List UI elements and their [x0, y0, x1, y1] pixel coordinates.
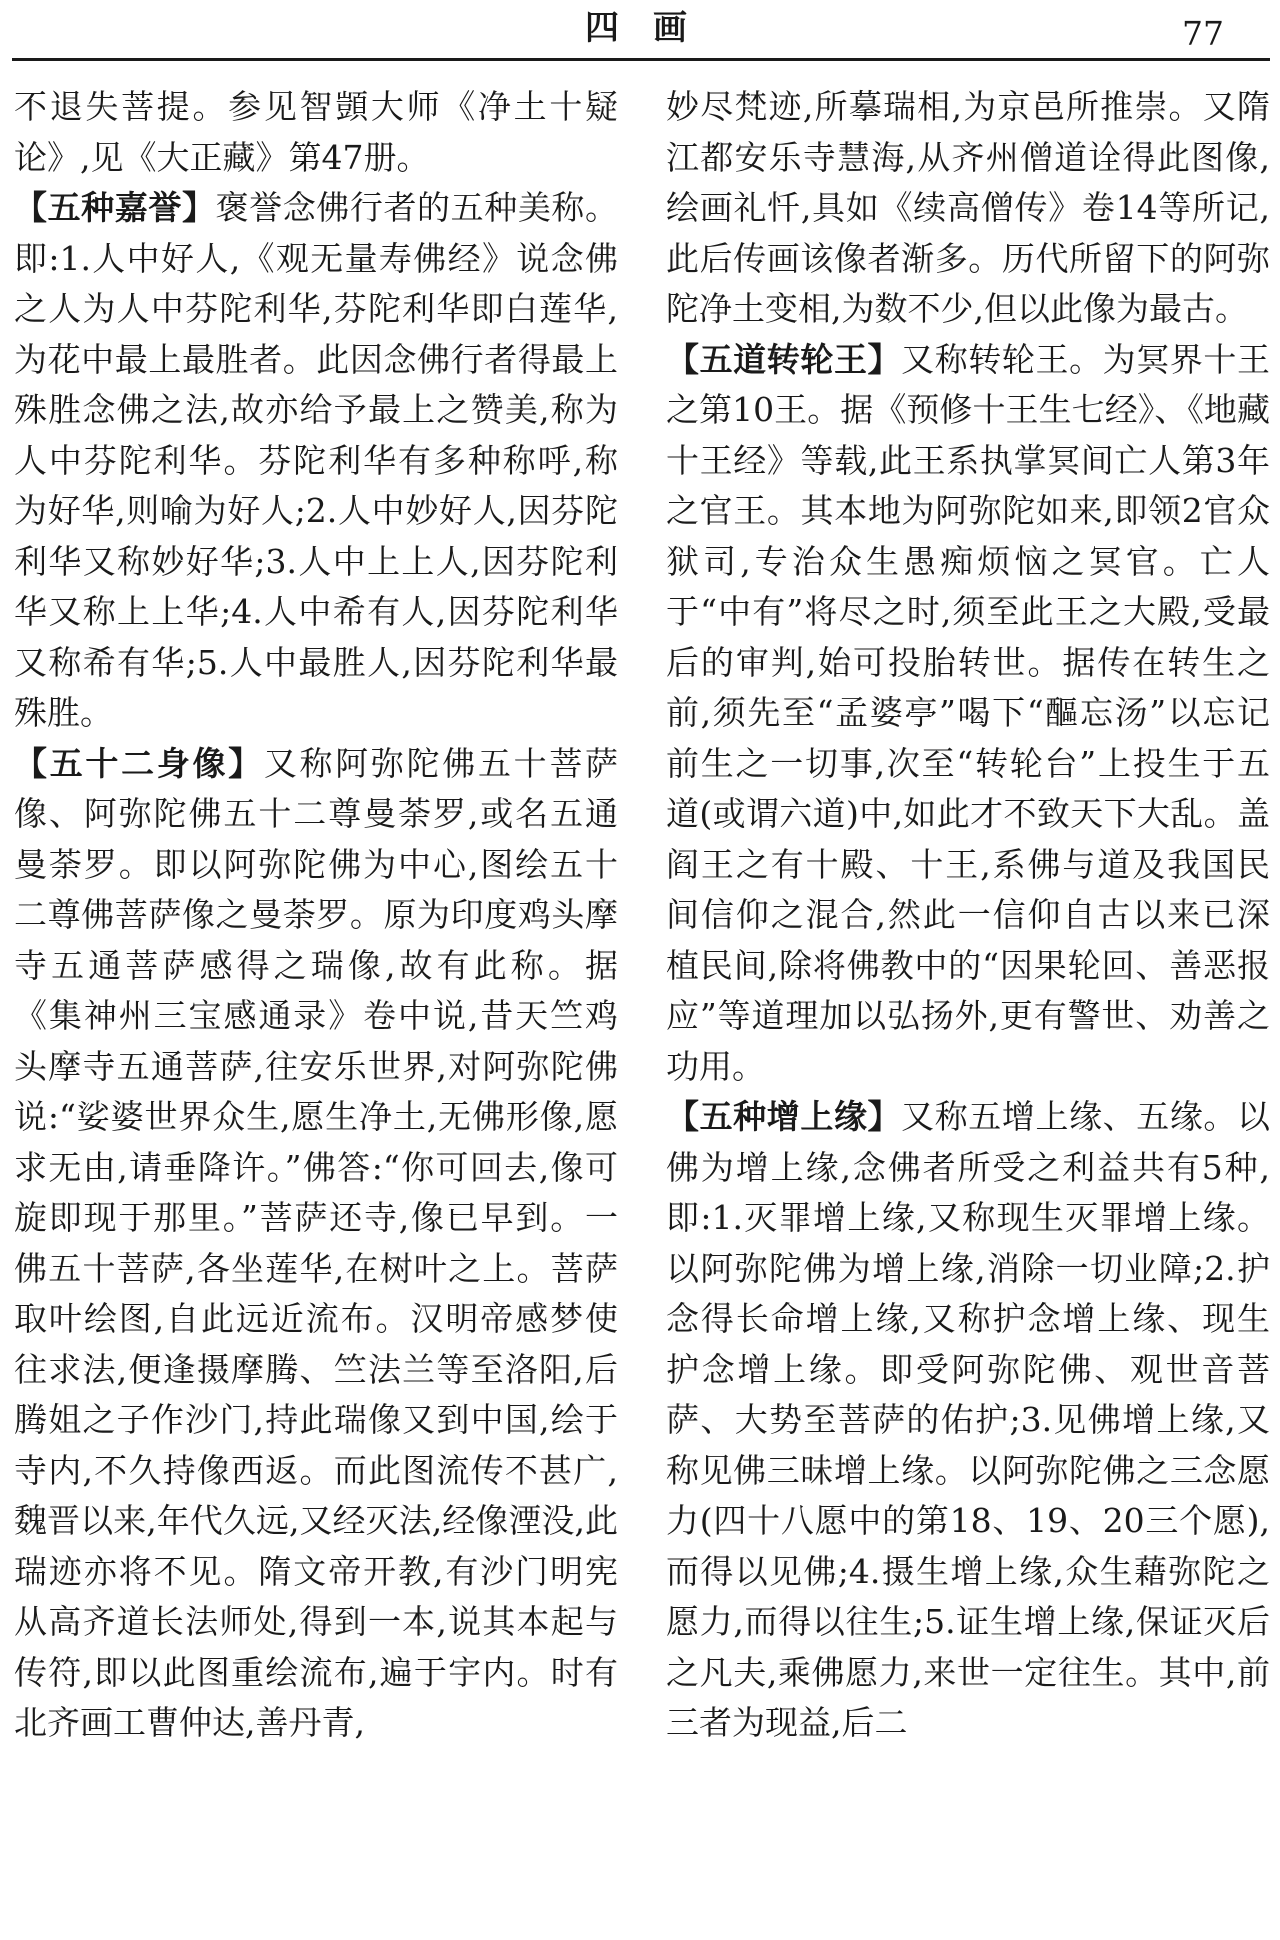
- entry-body: 又称阿弥陀佛五十菩萨像、阿弥陀佛五十二尊曼荼罗,或名五通曼荼罗。即以阿弥陀佛为中心,图绘五十二尊佛菩萨像之曼荼罗。原为印度鸡头摩寺五通菩萨感得之瑞像,故有此称。据《集神州三宝感通录》卷中说,昔天竺鸡头摩寺五通菩萨,往安乐世界,对阿弥陀佛说:“娑婆世界众生,愿生净土,无佛形像,愿求无由,请垂降许。”佛答:“你可回去,像可旋即现于那里。”菩萨还寺,像已早到。一佛五十菩萨,各坐莲华,在树叶之上。菩萨取叶绘图,自此远近流布。汉明帝感梦使往求法,便逢摄摩腾、竺法兰等至洛阳,后腾姐之子作沙门,持此瑞像又到中国,绘于寺内,不久持像西返。而此图流传不甚广,魏晋以来,年代久远,又经灭法,经像湮没,此瑞迹亦将不见。隋文帝开教,有沙门明宪从高齐道长法师处,得到一本,说其本起与传符,即以此图重绘流布,遍于宇内。时有北齐画工曹仲达,善丹青,: [14, 743, 618, 1742]
- entry-wheel-turning-king: [666, 335, 1270, 1093]
- entry-headword: 【五十二身像】: [14, 743, 264, 783]
- entry-five-conditions: [666, 1092, 1270, 1749]
- entry-body: 又称五增上缘、五缘。以佛为增上缘,念佛者所受之利益共有5种,即:1.灭罪增上缘,又称现生灭罪增上缘。以阿弥陀佛为增上缘,消除一切业障;2.护念得长命增上缘,又称护念增上缘、现生护念增上缘。即受阿弥陀佛、观世音菩萨、大势至菩萨的佑护;3.见佛增上缘,又称见佛三昧增上缘。以阿弥陀佛之三念愿力(四十八愿中的第18、19、20三个愿),而得以见佛;4.摄生增上缘,众生藉弥陀之愿力,而得以往生;5.证生增上缘,保证灭后之凡夫,乘佛愿力,来世一定往生。其中,前三者为现益,后二: [666, 1097, 1271, 1742]
- entry-headword: 【五种嘉誉】: [14, 188, 216, 227]
- entry-text: 妙尽梵迹,所摹瑞相,为京邑所推崇。又隋江都安乐寺慧海,从齐州僧道诠得此图像,绘画礼忏,具如《续高僧传》卷14等所记,此后传画该像者渐多。历代所留下的阿弥陀净土变相,为数不少,但以此像为最古。: [666, 87, 1270, 328]
- continued-paragraph: [14, 82, 618, 183]
- entry-five-praises: [14, 183, 618, 739]
- header-rule: [12, 58, 1270, 61]
- running-header-title: 四画: [585, 8, 721, 48]
- entry-body: 褒誉念佛行者的五种美称。即:1.人中好人,《观无量寿佛经》说念佛之人为人中芬陀利华,芬陀利华即白莲华,为花中最上最胜者。此因念佛行者得最上殊胜念佛之法,故亦给予最上之赞美,称为人中芬陀利华。芬陀利华有多种称呼,称为好华,则喻为好人;2.人中妙好人,因芬陀利华又称妙好华;3.人中上上人,因芬陀利华又称上上华;4.人中希有人,因芬陀利华又称希有华;5.人中最胜人,因芬陀利华最殊胜。: [14, 188, 619, 732]
- continued-paragraph: [666, 82, 1270, 335]
- entry-body: 又称转轮王。为冥界十王之第10王。据《预修十王生七经》、《地藏十王经》等载,此王系执掌冥间亡人第3年之官王。其本地为阿弥陀如来,即领2官众狱司,专治众生愚痴烦恼之冥官。亡人于“中有”将尽之时,须至此王之大殿,受最后的审判,始可投胎转世。据传在转生之前,须先至“孟婆亭”喝下“醧忘汤”以忘记前生之一切事,次至“转轮台”上投生于五道(或谓六道)中,如此才不致天下大乱。盖阎王之有十殿、十王,系佛与道及我国民间信仰之混合,然此一信仰自古以来已深植民间,除将佛教中的“因果轮回、善恶报应”等道理加以弘扬外,更有警世、劝善之功用。: [666, 339, 1271, 1086]
- right-column: [666, 82, 1270, 1749]
- left-column: [14, 82, 618, 1749]
- entry-text: 不退失菩提。参见智顗大师《净土十疑论》,见《大正藏》第47册。: [14, 87, 618, 177]
- entry-fifty-two-images: [14, 739, 618, 1749]
- entry-headword: 【五种增上缘】: [666, 1097, 902, 1136]
- page-number: 77: [1182, 14, 1224, 53]
- entry-headword: 【五道转轮王】: [666, 339, 902, 379]
